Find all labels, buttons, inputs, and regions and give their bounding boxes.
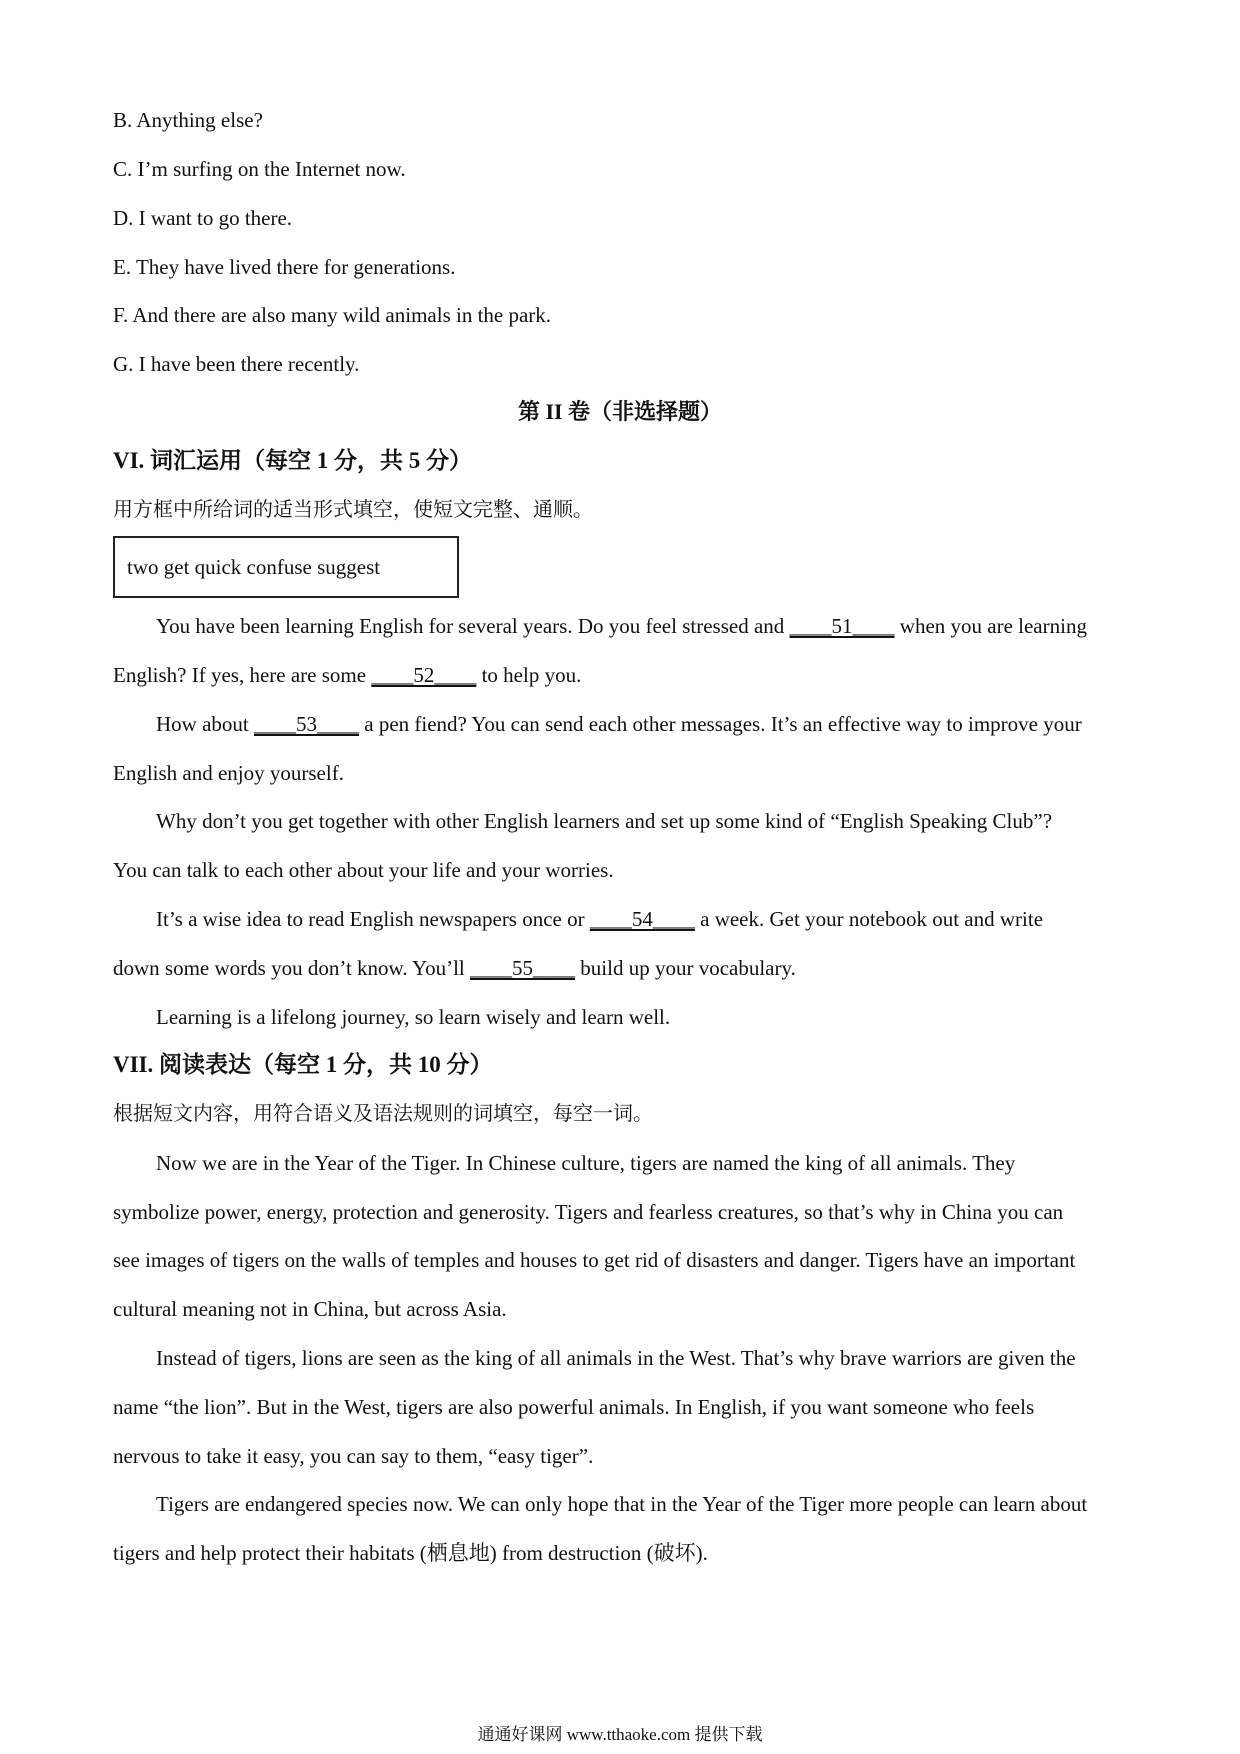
option-f: F. And there are also many wild animals in the park. <box>113 303 552 327</box>
section-6-heading: VI. 词汇运用（每空 1 分，共 5 分） <box>113 448 473 473</box>
option-c: C. I’m surfing on the Internet now. <box>113 157 406 181</box>
reading-line-9: tigers and help protect their habitats (栖息地) from destruction (破坏). <box>113 1541 708 1565</box>
option-e: E. They have lived there for generations. <box>113 255 456 279</box>
paragraph-4-line-1 <box>156 906 1043 932</box>
text: You have been learning English for several years. Do you feel stressed and <box>156 614 790 638</box>
reading-line-2: symbolize power, energy, protection and generosity. Tigers and fearless creatures, so that’s why in China you can <box>113 1200 1064 1224</box>
text: a week. Get your notebook out and write <box>694 907 1044 931</box>
section-7-heading: VII. 阅读表达（每空 1 分，共 10 分） <box>113 1052 493 1077</box>
reading-line-3: see images of tigers on the walls of temples and houses to get rid of disasters and danger. Tigers have an important <box>113 1248 1076 1272</box>
text: It’s a wise idea to read English newspapers once or <box>156 907 590 931</box>
text: build up your vocabulary. <box>575 956 796 980</box>
paragraph-3-line-2: You can talk to each other about your life and your worries. <box>113 858 614 882</box>
reading-line-8: Tigers are endangered species now. We can only hope that in the Year of the Tiger more people can learn about <box>156 1492 1088 1516</box>
paragraph-1-line-2 <box>113 662 581 688</box>
reading-line-6: name “the lion”. But in the West, tigers are also powerful animals. In English, if you want someone who feels <box>113 1395 1035 1419</box>
section-7-instruction: 根据短文内容，用符合语义及语法规则的词填空，每空一词。 <box>113 1103 653 1125</box>
paragraph-1-line-1 <box>156 613 1087 639</box>
text: when you are learning <box>894 614 1087 638</box>
blank-53[interactable]: ____53____ <box>254 712 359 736</box>
reading-line-4: cultural meaning not in China, but across Asia. <box>113 1297 507 1321</box>
reading-line-7: nervous to take it easy, you can say to them, “easy tiger”. <box>113 1444 594 1468</box>
text: to help you. <box>476 663 582 687</box>
text: How about <box>156 712 254 736</box>
word-box: two get quick confuse suggest <box>113 536 459 598</box>
option-g: G. I have been there recently. <box>113 352 360 376</box>
paragraph-5: Learning is a lifelong journey, so learn wisely and learn well. <box>156 1005 671 1029</box>
option-d: D. I want to go there. <box>113 206 293 230</box>
text: English? If yes, here are some <box>113 663 372 687</box>
option-b: B. Anything else? <box>113 108 263 132</box>
blank-51[interactable]: ____51____ <box>789 614 895 638</box>
text: a pen fiend? You can send each other messages. It’s an effective way to improve your <box>359 712 1082 736</box>
text: down some words you don’t know. You’ll <box>113 956 471 980</box>
blank-55[interactable]: ____55____ <box>470 956 576 980</box>
section-6-instruction: 用方框中所给词的适当形式填空，使短文完整、通顺。 <box>113 499 593 521</box>
paragraph-3-line-1: Why don’t you get together with other English learners and set up some kind of “English Speaking Club”? <box>156 809 1053 833</box>
paragraph-4-line-2 <box>113 955 796 981</box>
part-title: 第 II 卷（非选择题） <box>517 399 723 424</box>
paragraph-2-line-1 <box>156 711 1082 737</box>
blank-52[interactable]: ____52____ <box>371 663 477 687</box>
page-footer: 通通好课网 www.tthaoke.com 提供下载 <box>477 1725 763 1744</box>
reading-line-1: Now we are in the Year of the Tiger. In Chinese culture, tigers are named the king of all animals. They <box>156 1151 1016 1175</box>
paragraph-2-line-2: English and enjoy yourself. <box>113 761 344 785</box>
blank-54[interactable]: ____54____ <box>589 907 695 931</box>
reading-line-5: Instead of tigers, lions are seen as the king of all animals in the West. That’s why brave warriors are given the <box>156 1346 1076 1370</box>
